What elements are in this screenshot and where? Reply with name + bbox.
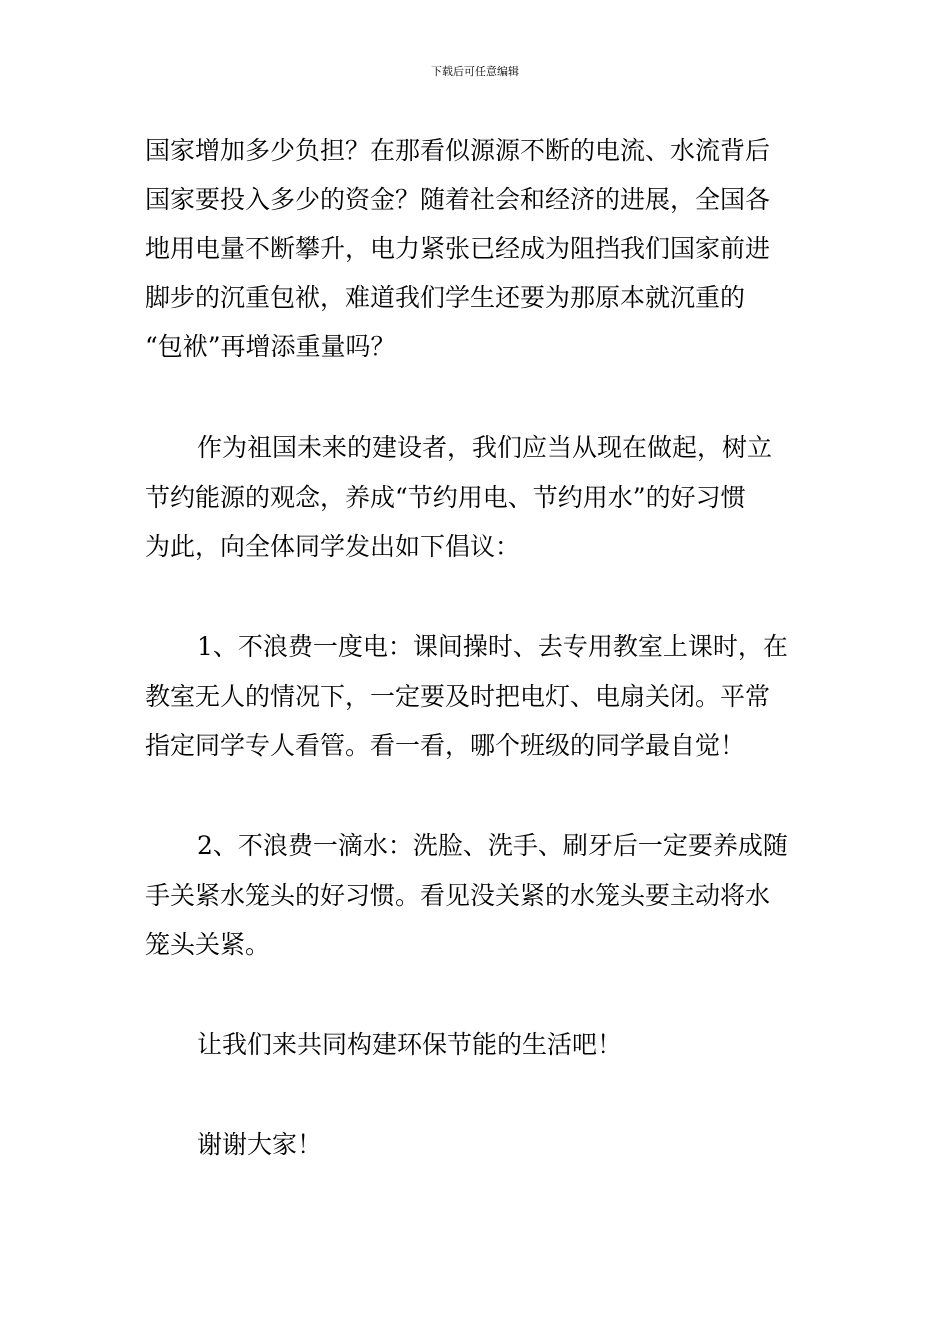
- text-line: 节约能源的观念，养成“节约用电、节约用水”的好习惯: [145, 483, 746, 512]
- text-line: 国家要投入多少的资金？随着社会和经济的进展，全国各: [145, 185, 771, 214]
- text-line: 笼头关紧。: [145, 930, 271, 959]
- text-line: 为此，向全体同学发出如下倡议：: [145, 532, 521, 561]
- page-header-note: 下载后可任意编辑: [431, 65, 519, 78]
- text-line: 国家增加多少负担？在那看似源源不断的电流、水流背后: [145, 136, 771, 165]
- text-line: 地用电量不断攀升，电力紧张已经成为阻挡我们国家前进: [145, 234, 771, 263]
- text-line: 脚步的沉重包袱，难道我们学生还要为那原本就沉重的: [145, 283, 746, 312]
- text-line: 手关紧水笼头的好习惯。看见没关紧的水笼头要主动将水: [145, 881, 771, 910]
- text-line: 指定同学专人看管。看一看，哪个班级的同学最自觉！: [145, 731, 746, 760]
- text-line: 教室无人的情况下，一定要及时把电灯、电扇关闭。平常: [145, 682, 771, 711]
- text-line: 作为祖国未来的建设者，我们应当从现在做起，树立: [197, 433, 773, 462]
- text-line: 1、不浪费一度电：课间操时、去专用教室上课时，在: [197, 632, 788, 661]
- text-line: 2、不浪费一滴水：洗脸、洗手、刷牙后一定要养成随: [197, 831, 788, 860]
- text-line: 让我们来共同构建环保节能的生活吧！: [197, 1030, 623, 1059]
- text-line: “包袱”再增添重量吗？: [145, 332, 396, 361]
- text-line: 谢谢大家！: [197, 1130, 323, 1159]
